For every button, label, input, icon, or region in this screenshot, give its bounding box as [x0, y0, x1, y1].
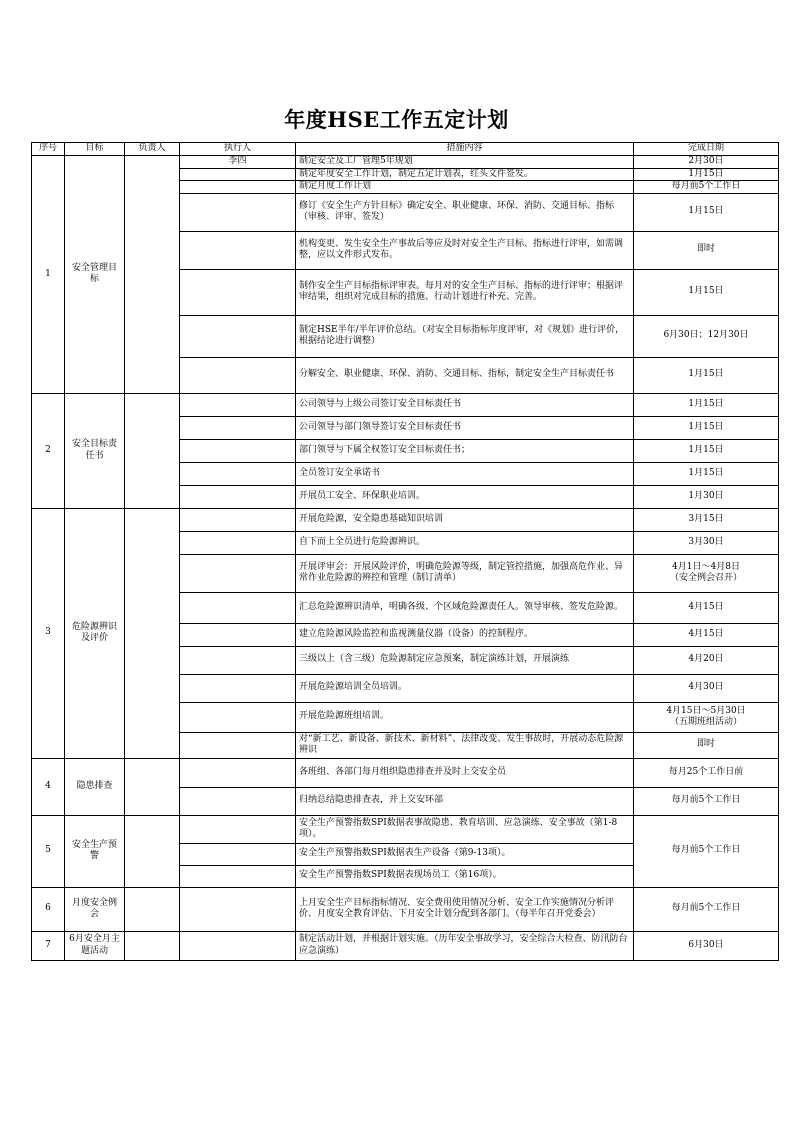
measure-cell: 归纳总结隐患排查表，并上交安环部: [296, 787, 634, 815]
group-no: 4: [32, 758, 65, 815]
date-cell: 4月30日: [634, 674, 779, 702]
date-cell: 6月30日: [634, 931, 779, 960]
date-cell: 每月前5个工作日: [634, 787, 779, 815]
date-cell: 每月前5个工作日: [634, 815, 779, 887]
header-executor: 执行人: [180, 143, 296, 156]
group-goal: 安全生产预警: [65, 815, 125, 887]
date-cell: 1月15日: [634, 439, 779, 462]
group-owner: [125, 887, 180, 931]
header-owner: 负责人: [125, 143, 180, 156]
executor-cell: [180, 702, 296, 732]
date-cell: 4月15日: [634, 623, 779, 646]
measure-cell: 公司领导与部门领导签订安全目标责任书: [296, 416, 634, 439]
measure-cell: 开展员工安全、环保职业培训。: [296, 485, 634, 508]
executor-cell: [180, 646, 296, 674]
date-cell: 1月15日: [634, 357, 779, 393]
executor-cell: [180, 674, 296, 702]
table-row: [32, 887, 779, 931]
measure-cell: 制定安全及工厂管理5年规划: [296, 156, 634, 169]
executor-cell: [180, 787, 296, 815]
executor-cell: [180, 887, 296, 931]
page-title: 年度HSE工作五定计划: [284, 107, 509, 132]
executor-cell: [180, 531, 296, 554]
group-owner: [125, 393, 180, 508]
group-owner: [125, 815, 180, 887]
executor-cell: [180, 357, 296, 393]
executor-cell: [180, 554, 296, 592]
date-cell: 1月15日: [634, 269, 779, 315]
table-row: [32, 508, 779, 531]
measure-cell: 制定月度工作计划: [296, 181, 634, 194]
group-owner: [125, 758, 180, 815]
executor-cell: [180, 508, 296, 531]
table-row: [32, 931, 779, 960]
date-cell: 3月15日: [634, 508, 779, 531]
measure-cell: 全员签订安全承诺书: [296, 462, 634, 485]
group-goal: 危险源辨识及评价: [65, 508, 125, 758]
date-cell: 6月30日；12月30日: [634, 315, 779, 357]
measure-cell: 开展评审会：开展风险评价，明确危险源等级，制定管控措施，加强高危作业、异常作业危险源的辨控和管理（制订清单）: [296, 554, 634, 592]
measure-cell: 上月安全生产目标指标情况、安全费用使用情况分析、安全工作实施情况分析评价、月度安全教育评估、下月安全计划分配到各部门。（每半年召开党委会）: [296, 887, 634, 931]
hse-plan-table: [31, 142, 779, 961]
measure-cell: 安全生产预警指数SPI数据表事故隐患、教育培训、应急演练、安全事故（第1-8项）。: [296, 815, 634, 843]
date-cell: [634, 702, 779, 732]
executor-cell: [180, 168, 296, 181]
measure-cell: 修订《安全生产方针目标》确定安全、职业健康、环保、消防、交通目标、指标（审核、评审、签发）: [296, 193, 634, 231]
header-date: 完成日期: [634, 143, 779, 156]
measure-cell: 分解安全、职业健康、环保、消防、交通目标、指标，制定安全生产目标责任书: [296, 357, 634, 393]
group-goal: 6月安全月主题活动: [65, 931, 125, 960]
measure-cell: 对“新工艺、新设备、新技术、新材料”、法律改变、发生事故时，开展动态危险源辨识: [296, 732, 634, 758]
measure-cell: 开展危险源班组培训。: [296, 702, 634, 732]
group-no: 1: [32, 156, 65, 394]
date-cell: 2月30日: [634, 156, 779, 169]
executor-cell: [180, 815, 296, 843]
executor-cell: [180, 231, 296, 269]
measure-cell: 自下而上全员进行危险源辨识。: [296, 531, 634, 554]
executor-cell: [180, 269, 296, 315]
date-cell: 1月15日: [634, 416, 779, 439]
measure-cell: 制定活动计划，并根据计划实施。（历年安全事故学习，安全综合大检查、防汛防台应急演练）: [296, 931, 634, 960]
measure-cell: 部门领导与下属全权签订安全目标责任书；: [296, 439, 634, 462]
date-cell: 每月前5个工作日: [634, 887, 779, 931]
date-cell: 1月15日: [634, 168, 779, 181]
executor-cell: [180, 843, 296, 865]
date-note: （五期班组活动）: [669, 717, 742, 727]
date-cell: 4月15日: [634, 592, 779, 623]
executor-cell: [180, 462, 296, 485]
group-no: 2: [32, 393, 65, 508]
table-row: [32, 156, 779, 169]
group-goal: 安全目标责任书: [65, 393, 125, 508]
executor-cell: [180, 416, 296, 439]
executor-cell: [180, 393, 296, 416]
date-cell: [634, 554, 779, 592]
date-cell: 每月前5个工作日: [634, 181, 779, 194]
date-cell: 即时: [634, 231, 779, 269]
measure-cell: 开展危险源，安全隐患基础知识培训: [296, 508, 634, 531]
executor-cell: [180, 439, 296, 462]
table-row: [32, 393, 779, 416]
measure-cell: 安全生产预警指数SPI数据表现场员工（第16项）。: [296, 865, 634, 887]
executor-cell: [180, 732, 296, 758]
measure-cell: 制定HSE半年/半年评价总结。（对安全目标指标年度评审，对《规划》进行评价，根据结论进行调整）: [296, 315, 634, 357]
executor-cell: [180, 758, 296, 787]
measure-cell: 三级以上（含三级）危险源制定应急预案，制定演练计划，开展演练: [296, 646, 634, 674]
date-cell: 1月15日: [634, 193, 779, 231]
header-measure: 措施内容: [296, 143, 634, 156]
measure-cell: 各班组、各部门每月组织隐患排查并及时上交安全员: [296, 758, 634, 787]
date-cell: 1月15日: [634, 462, 779, 485]
group-no: 6: [32, 887, 65, 931]
date-text: 4月1日～4月8日: [672, 561, 740, 572]
measure-cell: 汇总危险源辨识清单，明确各级、个区域危险源责任人。领导审核、签发危险源。: [296, 592, 634, 623]
group-goal: 月度安全例会: [65, 887, 125, 931]
measure-cell: 机构变更、发生安全生产事故后等应及时对安全生产目标、指标进行评审，如需调整，应以文件形式发布。: [296, 231, 634, 269]
executor-cell: [180, 931, 296, 960]
group-executor: 李四: [180, 156, 296, 169]
measure-cell: 制定年度安全工作计划，制定五定计划表，红头文件签发。: [296, 168, 634, 181]
group-no: 7: [32, 931, 65, 960]
measure-cell: 建立危险源风险监控和监视测量仪器（设备）的控制程序。: [296, 623, 634, 646]
measure-cell: 安全生产预警指数SPI数据表生产设备（第9-13项）。: [296, 843, 634, 865]
executor-cell: [180, 193, 296, 231]
group-no: 3: [32, 508, 65, 758]
table-row: [32, 758, 779, 787]
header-row: [32, 143, 779, 156]
group-owner: [125, 508, 180, 758]
header-goal: 目标: [65, 143, 125, 156]
date-cell: 即时: [634, 732, 779, 758]
group-goal: 隐患排查: [65, 758, 125, 815]
header-no: 序号: [32, 143, 65, 156]
executor-cell: [180, 315, 296, 357]
executor-cell: [180, 181, 296, 194]
measure-cell: 开展危险源培训全员培训。: [296, 674, 634, 702]
date-note: （安全例会召开）: [669, 573, 742, 583]
date-cell: 每月25个工作日前: [634, 758, 779, 787]
group-goal: 安全管理目标: [65, 156, 125, 394]
measure-cell: 公司领导与上级公司签订安全目标责任书: [296, 393, 634, 416]
date-cell: 1月30日: [634, 485, 779, 508]
date-cell: 1月15日: [634, 393, 779, 416]
executor-cell: [180, 592, 296, 623]
group-no: 5: [32, 815, 65, 887]
date-cell: 3月30日: [634, 531, 779, 554]
measure-cell: 制作安全生产目标指标评审表。每月对的安全生产目标、指标的进行评审；根据评审结果，组织对完成目标的措施、行动计划进行补充、完善。: [296, 269, 634, 315]
group-owner: [125, 156, 180, 394]
group-owner: [125, 931, 180, 960]
executor-cell: [180, 485, 296, 508]
date-text: 4月15日～5月30日: [666, 705, 746, 716]
executor-cell: [180, 865, 296, 887]
date-cell: 4月20日: [634, 646, 779, 674]
table-row: [32, 815, 779, 843]
executor-cell: [180, 623, 296, 646]
